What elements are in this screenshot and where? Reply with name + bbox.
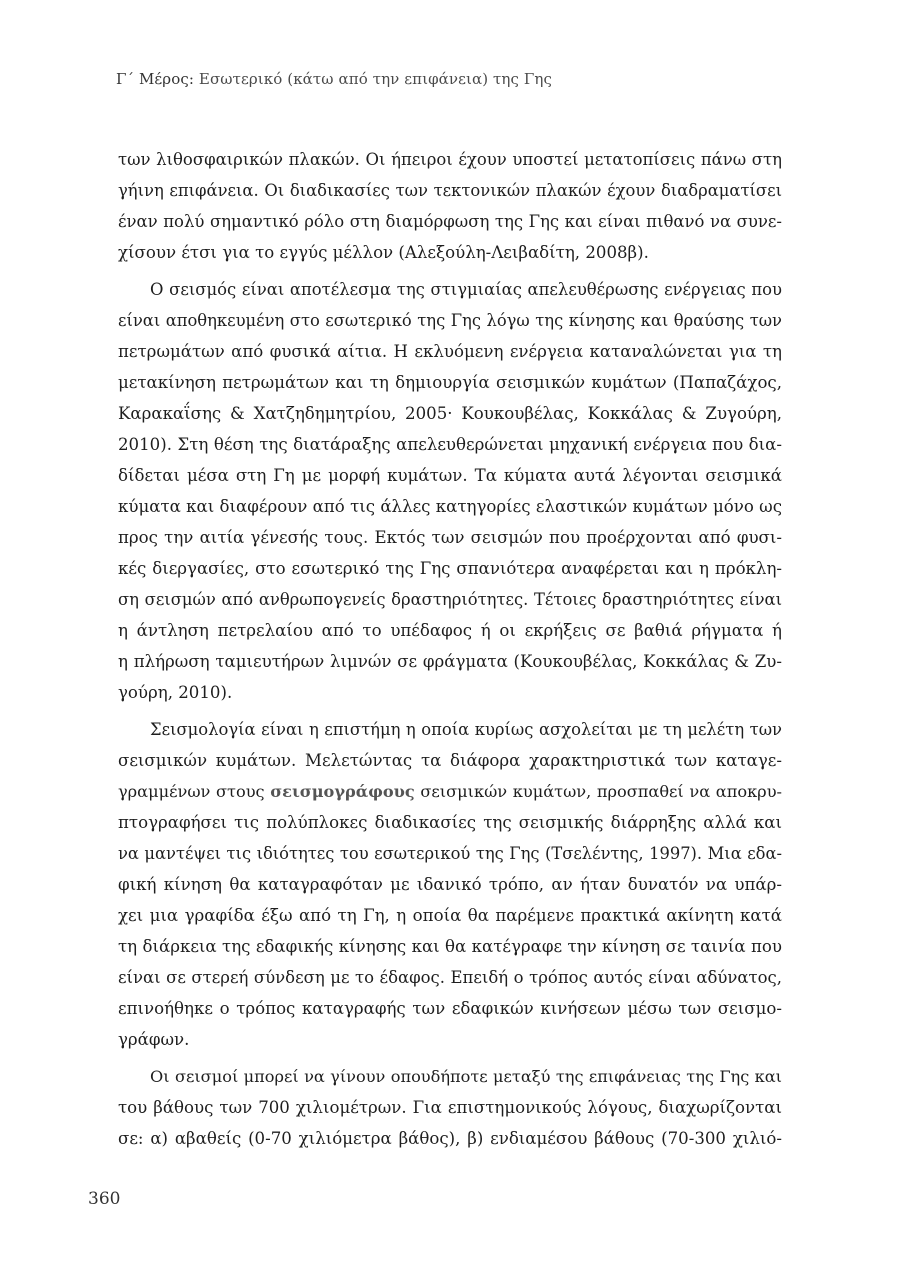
paragraph-earthquake-depth [118, 1061, 782, 1154]
body-text [118, 144, 782, 1160]
text-fragment: γραμμένων στους [118, 782, 271, 801]
page-number: 360 [88, 1189, 121, 1209]
text-line: έναν πολύ σημαντικό ρόλο στη διαμόρφωση της Γης και είναι πιθανό να συνε- [118, 212, 782, 231]
text-line: σεισμικών κυμάτων. Μελετώντας τα διάφορα χαρακτηριστικά των καταγε- [118, 751, 782, 770]
text-line: κύματα και διαφέρουν από τις άλλες κατηγορίες ελαστικών κυμάτων μόνο ως [118, 497, 782, 516]
text-line: είναι σε στερεή σύνδεση με το έδαφος. Επειδή ο τρόπος αυτός είναι αδύνατος, [118, 968, 782, 987]
text-line: γούρη, 2010). [118, 683, 233, 702]
section-title: Εσωτερικό (κάτω από την επιφάνεια) της Γης [198, 70, 552, 88]
text-line: χει μια γραφίδα έξω από τη Γη, η οποία θα παρέμενε πρακτικά ακίνητη κατά [118, 906, 782, 925]
text-line: γράφων. [118, 1030, 190, 1049]
text-line: πετρωμάτων από φυσικά αίτια. Η εκλυόμενη ενέργεια καταναλώνεται για τη [118, 342, 782, 361]
text-line: είναι αποθηκευμένη στο εσωτερικό της Γης λόγω της κίνησης και θραύσης των [118, 311, 782, 330]
key-term-seismographs: σεισμογράφους [270, 782, 415, 801]
text-line: φική κίνηση θα καταγραφόταν με ιδανικό τρόπο, αν ήταν δυνατόν να υπάρ- [118, 875, 782, 894]
text-line: χίσουν έτσι για το εγγύς μέλλον (Αλεξούλη-Λειβαδίτη, 2008β). [118, 243, 649, 262]
text-line: η πλήρωση ταμιευτήρων λιμνών σε φράγματα (Κουκουβέλας, Κοκκάλας & Ζυ- [118, 652, 782, 671]
text-line: κές διεργασίες, στο εσωτερικό της Γης σπανιότερα αναφέρεται και η πρόκλη- [118, 559, 782, 578]
text-line: γήινη επιφάνεια. Οι διαδικασίες των τεκτονικών πλακών έχουν διαδραματίσει [118, 181, 782, 200]
paragraph-seismology [118, 714, 782, 1055]
text-line: η άντληση πετρελαίου από το υπέδαφος ή οι εκρήξεις σε βαθιά ρήγματα ή [118, 621, 782, 640]
text-line: να μαντέψει τις ιδιότητες του εσωτερικού της Γης (Τσελέντης, 1997). Μια εδα- [118, 844, 782, 863]
running-header [116, 70, 552, 88]
text-line: Καρακαΐσης & Χατζηδημητρίου, 2005· Κουκουβέλας, Κοκκάλας & Ζυγούρη, [118, 404, 782, 423]
text-line: Οι σεισμοί μπορεί να γίνουν οπουδήποτε μεταξύ της επιφάνειας της Γης και [150, 1067, 782, 1086]
text-line: Σεισμολογία είναι η επιστήμη η οποία κυρίως ασχολείται με τη μελέτη των [150, 720, 782, 739]
text-line: πτογραφήσει τις πολύπλοκες διαδικασίες της σεισμικής διάρρηξης αλλά και [118, 813, 782, 832]
text-line: 2010). Στη θέση της διατάραξης απελευθερώνεται μηχανική ενέργεια που δια- [118, 435, 782, 454]
paragraph-plate-tectonics [118, 144, 782, 268]
text-line: μετακίνηση πετρωμάτων και τη δημιουργία σεισμικών κυμάτων (Παπαζάχος, [118, 373, 782, 392]
text-line: τη διάρκεια της εδαφικής κίνησης και θα κατέγραφε την κίνηση σε ταινία που [118, 937, 782, 956]
text-fragment: σεισμικών κυμάτων, προσπαθεί να αποκρυ- [414, 782, 782, 801]
text-line: επινοήθηκε ο τρόπος καταγραφής των εδαφικών κινήσεων μέσω των σεισμο- [118, 999, 782, 1018]
text-line: δίδεται μέσα στη Γη με μορφή κυμάτων. Τα κύματα αυτά λέγονται σεισμικά [118, 466, 782, 485]
text-line: προς την αιτία γένεσής τους. Εκτός των σεισμών που προέρχονται από φυσι- [118, 528, 782, 547]
part-label: Γ΄ Μέρος: [116, 70, 195, 88]
text-line: ση σεισμών από ανθρωπογενείς δραστηριότητες. Τέτοιες δραστηριότητες είναι [118, 590, 782, 609]
text-line-with-term [118, 776, 782, 807]
paragraph-earthquake-definition [118, 274, 782, 708]
text-line: των λιθοσφαιρικών πλακών. Οι ήπειροι έχουν υποστεί μετατοπίσεις πάνω στη [118, 150, 782, 169]
text-line: Ο σεισμός είναι αποτέλεσμα της στιγμιαίας απελευθέρωσης ενέργειας που [150, 280, 782, 299]
text-line: σε: α) αβαθείς (0-70 χιλιόμετρα βάθος), β) ενδιαμέσου βάθους (70-300 χιλιό- [118, 1129, 782, 1148]
text-line: του βάθους των 700 χιλιομέτρων. Για επιστημονικούς λόγους, διαχωρίζονται [118, 1098, 782, 1117]
